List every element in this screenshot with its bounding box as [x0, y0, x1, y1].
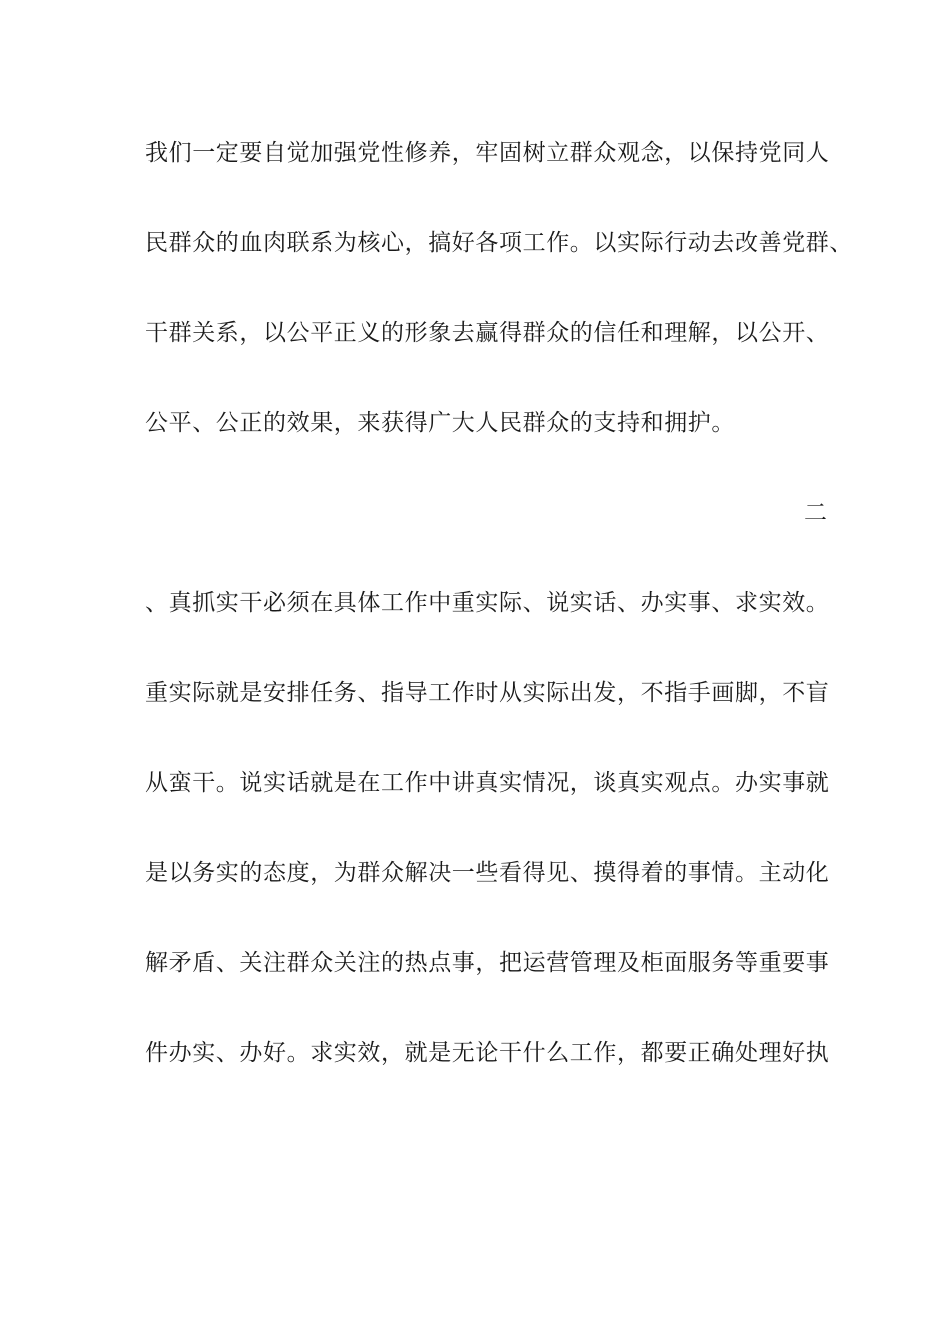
paragraph-line: 从蛮干。说实话就是在工作中讲真实情况，谈真实观点。办实事就 [145, 770, 830, 796]
section-heading-line: 、真抓实干必须在具体工作中重实际、说实话、办实事、求实效。 [145, 590, 830, 616]
paragraph-line: 民群众的血肉联系为核心，搞好各项工作。以实际行动去改善党群、 [145, 230, 853, 256]
paragraph-line: 解矛盾、关注群众关注的热点事，把运营管理及柜面服务等重要事 [145, 950, 830, 976]
paragraph-line: 是以务实的态度，为群众解决一些看得见、摸得着的事情。主动化 [145, 860, 830, 886]
paragraph-line: 件办实、办好。求实效，就是无论干什么工作，都要正确处理好执 [145, 1040, 830, 1066]
paragraph-line: 干群关系，以公平正义的形象去赢得群众的信任和理解，以公开、 [145, 320, 830, 346]
paragraph-line: 重实际就是安排任务、指导工作时从实际出发，不指手画脚，不盲 [145, 680, 830, 706]
paragraph-line: 公平、公正的效果，来获得广大人民群众的支持和拥护。 [145, 410, 735, 436]
paragraph-line: 我们一定要自觉加强党性修养，牢固树立群众观念，以保持党同人 [145, 140, 830, 166]
section-number: 二 [804, 500, 827, 526]
